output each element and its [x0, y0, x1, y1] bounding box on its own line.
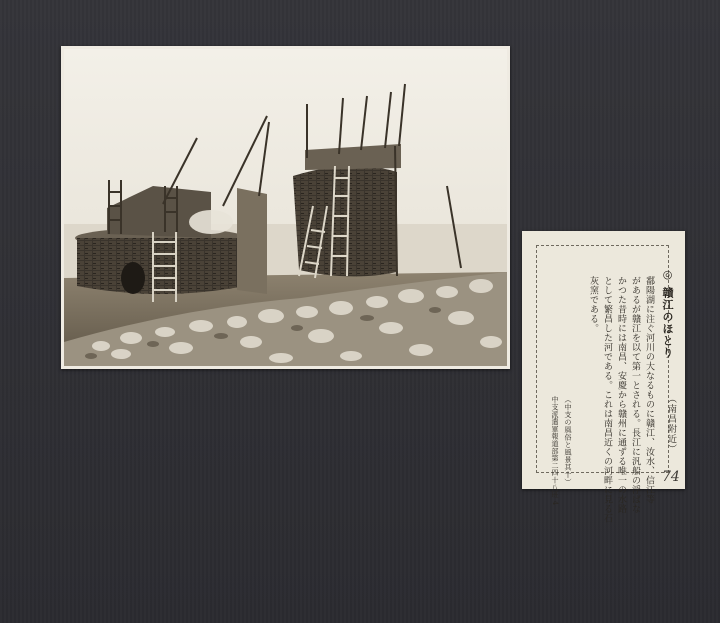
caption-title: ◎ 贛江のほとり [661, 268, 674, 359]
photo-scene [61, 46, 510, 369]
page-number: 74 [662, 469, 680, 485]
caption-series: （中支の風俗と風景其十） [564, 396, 572, 486]
caption-publisher: 中支派遣軍報道部第二四十八班 4 [551, 396, 559, 506]
caption-body-line: 鄱陽湖に注ぐ河川の大なるものに贛江、汝水、信江等 [644, 276, 654, 504]
caption-card [522, 231, 685, 523]
photograph [61, 46, 510, 369]
caption-body-line: かつた昔時には南昌、安慶から贛州に通ずる唯一の水路 [616, 276, 626, 514]
caption-body-line: があるが贛江を以て第一とされる。長江に汎船の浮ばな [630, 276, 640, 514]
caption-body-line: 灰窯である。 [588, 276, 598, 333]
caption-body-line: として繁昌した河である。これは南昌近くの河畔に見る石 [602, 276, 612, 523]
caption-location: （南昌附近） [666, 394, 676, 454]
